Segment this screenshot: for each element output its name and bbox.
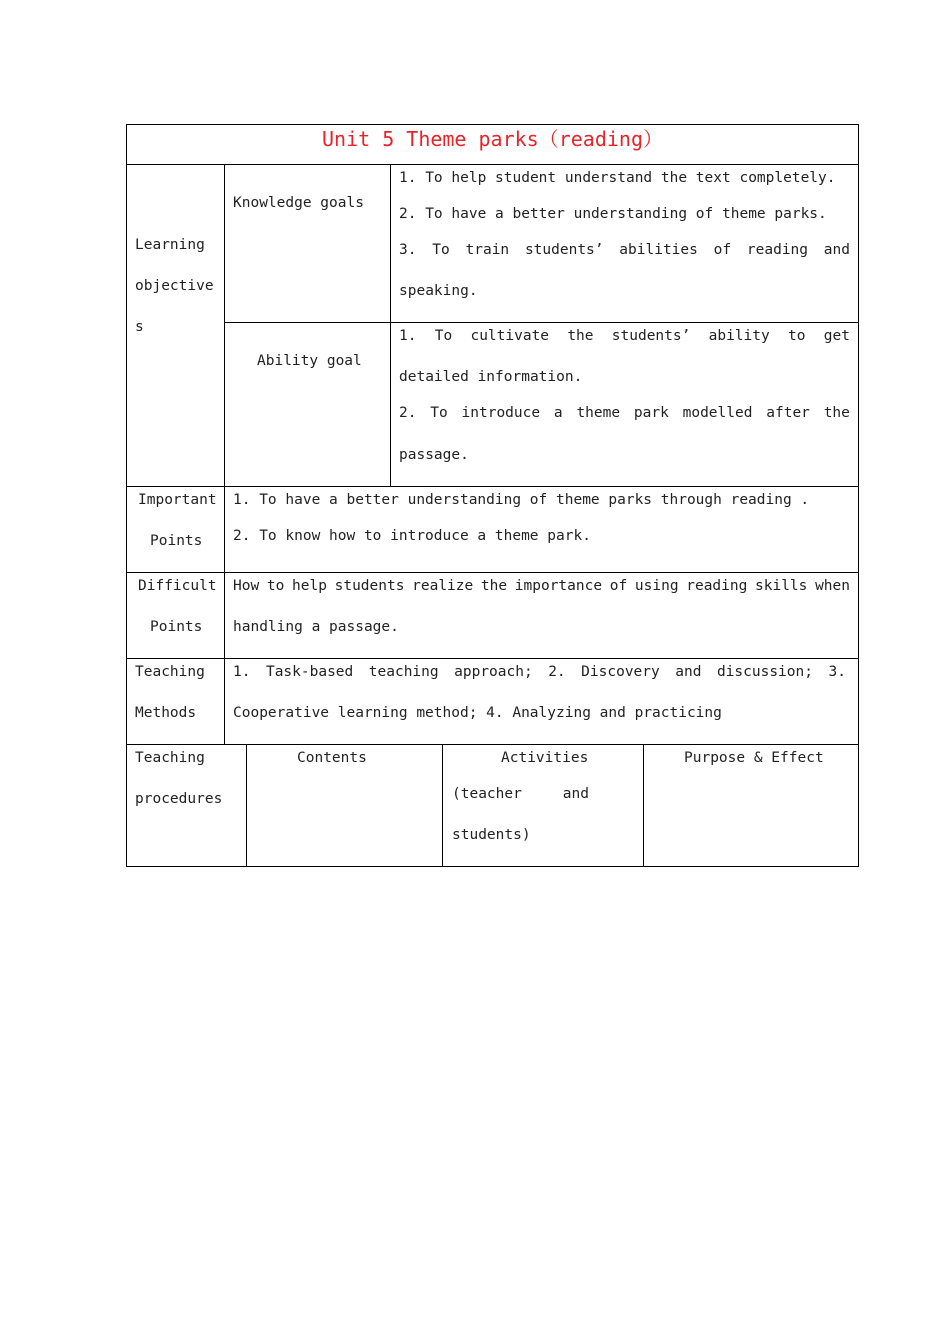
ability-goal-item <box>399 404 850 422</box>
row-divider <box>224 322 859 323</box>
word: and <box>562 786 589 802</box>
word: theme <box>576 405 621 421</box>
word: students <box>334 578 405 594</box>
word: of <box>609 578 628 594</box>
ability-goal-item: detailed information. <box>399 369 583 385</box>
word: 1. <box>233 664 251 680</box>
learning-objectives-label: objective <box>135 278 214 294</box>
knowledge-goal-item: speaking. <box>399 283 478 299</box>
important-points-label: Important <box>138 492 217 508</box>
word: reading <box>746 242 809 258</box>
contents-header: Contents <box>297 750 367 766</box>
column-divider <box>224 164 225 744</box>
word: ability <box>708 328 770 344</box>
teaching-procedures-label: procedures <box>135 791 223 807</box>
knowledge-goal-item <box>399 241 850 259</box>
word: using <box>634 578 679 594</box>
word: to <box>788 328 806 344</box>
ability-goal-label: Ability goal <box>257 353 362 369</box>
word: and <box>823 242 850 258</box>
word: introduce <box>461 405 541 421</box>
difficult-points-label: Difficult <box>138 578 217 594</box>
row-divider <box>126 658 859 659</box>
word: students’ <box>611 328 691 344</box>
word: when <box>815 578 850 594</box>
word: help <box>292 578 327 594</box>
word: to <box>266 578 285 594</box>
teaching-procedures-label: Teaching <box>135 750 205 766</box>
column-divider <box>390 164 391 486</box>
activities-header <box>452 785 589 803</box>
learning-objectives-label: Learning <box>135 237 205 253</box>
word: 3. <box>828 664 846 680</box>
difficult-point-text: handling a passage. <box>233 619 399 635</box>
word: approach; <box>454 664 533 680</box>
ability-goal-item: passage. <box>399 447 469 463</box>
word: To <box>432 242 450 258</box>
word: skills <box>755 578 808 594</box>
word: get <box>823 328 850 344</box>
word: To <box>430 405 448 421</box>
column-divider <box>643 744 644 867</box>
word: 3. <box>399 242 417 258</box>
teaching-methods-text: Cooperative learning method; 4. Analyzing and practicing <box>233 705 722 721</box>
word: a <box>553 405 563 421</box>
column-divider <box>246 744 247 867</box>
important-point-item: 2. To know how to introduce a theme park. <box>233 528 591 544</box>
word: park <box>633 405 669 421</box>
word: realize <box>412 578 474 594</box>
activities-header: students) <box>452 827 531 843</box>
word: 2. <box>399 405 417 421</box>
word: 1. <box>399 328 417 344</box>
word: the <box>567 328 594 344</box>
teaching-methods-label: Teaching <box>135 664 205 680</box>
difficult-point-text <box>233 577 850 595</box>
important-points-label: Points <box>150 533 203 549</box>
teaching-methods-text <box>233 663 846 681</box>
teaching-methods-label: Methods <box>135 705 197 721</box>
word: and <box>675 664 702 680</box>
activities-header: Activities <box>501 750 589 766</box>
word: teaching <box>368 664 439 680</box>
word: of <box>713 242 732 258</box>
word: reading <box>686 578 748 594</box>
knowledge-goals-label: Knowledge goals <box>233 195 364 211</box>
word: abilities <box>619 242 698 258</box>
row-divider <box>126 572 859 573</box>
column-divider <box>442 744 443 867</box>
word: the <box>480 578 508 594</box>
word: 2. <box>548 664 566 680</box>
row-divider <box>126 164 859 165</box>
ability-goal-item <box>399 327 850 345</box>
word: Discovery <box>581 664 660 680</box>
word: How <box>233 578 260 594</box>
word: Task-based <box>265 664 354 680</box>
row-divider <box>126 744 859 745</box>
word: discussion; <box>716 664 813 680</box>
knowledge-goal-item: 2. To have a better understanding of theme parks. <box>399 206 827 222</box>
learning-objectives-label: s <box>135 319 144 335</box>
word: cultivate <box>470 328 550 344</box>
word: (teacher <box>452 786 522 802</box>
page-title: Unit 5 Theme parks（reading） <box>321 127 664 151</box>
purpose-effect-header: Purpose & Effect <box>684 750 824 766</box>
knowledge-goal-item: 1. To help student understand the text completely. <box>399 170 836 186</box>
word: importance <box>514 578 603 594</box>
word: modelled <box>682 405 753 421</box>
word: after <box>766 405 810 421</box>
word: To <box>434 328 453 344</box>
word: train <box>465 242 510 258</box>
word: the <box>823 405 850 421</box>
important-point-item: 1. To have a better understanding of theme parks through reading . <box>233 492 810 508</box>
word: students’ <box>524 242 604 258</box>
difficult-points-label: Points <box>150 619 203 635</box>
row-divider <box>126 486 859 487</box>
